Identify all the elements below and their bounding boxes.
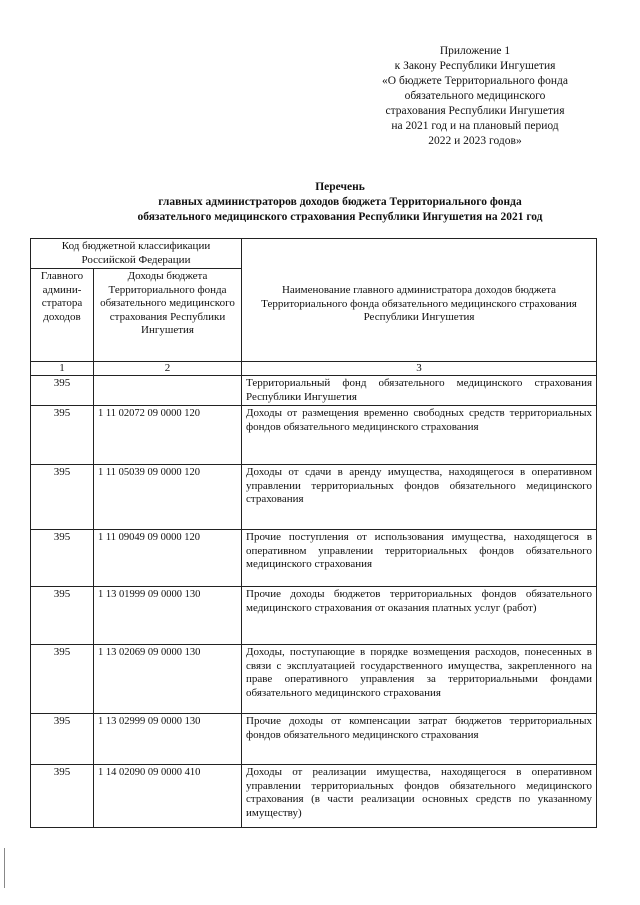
- revenue-code-cell: 1 14 02090 09 0000 410: [94, 765, 242, 828]
- administrator-name-cell: Прочие доходы бюджетов территориальных фондов обязательного медицинского страхования от оказания платных услуг (работ): [242, 587, 597, 645]
- table-row: [31, 587, 597, 645]
- admin-code-cell: 395: [31, 376, 94, 406]
- administrator-name-cell: Прочие доходы от компенсации затрат бюджетов территориальных фондов обязательного медицинского страхования: [242, 714, 597, 765]
- appendix-line: 2022 и 2023 годов»: [428, 135, 522, 147]
- title-line: обязательного медицинского страхования Республики Ингушетия на 2021 год: [137, 211, 543, 223]
- header-classification-code: Код бюджетной классификации Российской Федерации: [31, 239, 242, 269]
- admin-code-cell: 395: [31, 587, 94, 645]
- administrator-name-cell: Доходы от размещения временно свободных средств территориальных фондов обязательного медицинского страхования: [242, 406, 597, 465]
- table-row: [31, 714, 597, 765]
- table-row: [31, 376, 597, 406]
- document-title: [60, 180, 620, 225]
- column-number: 1: [31, 362, 94, 376]
- column-number: 2: [94, 362, 242, 376]
- header-administrator-name: Наименование главного администратора доходов бюджета Территориального фонда обязательного медицинского страхования Республики Ингушетия: [242, 239, 597, 362]
- administrator-name-cell: Доходы от сдачи в аренду имущества, находящегося в оперативном управлении территориальных фондов обязательного медицинского страхования: [242, 465, 597, 530]
- title-line: главных администраторов доходов бюджета Территориального фонда: [158, 196, 522, 208]
- revenue-code-cell: [94, 376, 242, 406]
- appendix-line: к Закону Республики Ингушетия: [394, 60, 556, 72]
- revenue-code-cell: 1 11 02072 09 0000 120: [94, 406, 242, 465]
- admin-code-cell: 395: [31, 645, 94, 714]
- revenue-code-cell: 1 13 02069 09 0000 130: [94, 645, 242, 714]
- table-row: [31, 765, 597, 828]
- appendix-line: «О бюджете Территориального фонда: [382, 75, 568, 87]
- administrator-name-cell: Территориальный фонд обязательного медицинского страхования Республики Ингушетия: [242, 376, 597, 406]
- scan-mark: [4, 848, 5, 888]
- revenue-code-cell: 1 13 01999 09 0000 130: [94, 587, 242, 645]
- admin-code-cell: 395: [31, 406, 94, 465]
- appendix-line: страхования Республики Ингушетия: [385, 105, 565, 117]
- revenue-code-cell: 1 11 05039 09 0000 120: [94, 465, 242, 530]
- table-row: [31, 645, 597, 714]
- admin-code-cell: 395: [31, 765, 94, 828]
- appendix-header: [350, 44, 600, 149]
- appendix-line: на 2021 год и на плановый период: [391, 120, 559, 132]
- appendix-line: Приложение 1: [439, 45, 511, 57]
- admin-code-cell: 395: [31, 465, 94, 530]
- header-revenue-code: Доходы бюджета Территориального фонда обязательного медицинского страхования Республики Ингушетия: [94, 269, 242, 362]
- admin-code-cell: 395: [31, 714, 94, 765]
- administrator-name-cell: Доходы от реализации имущества, находящегося в оперативном управлении территориальных фондов обязательного медицинского страхования (в части реализации основных средств по указанному имуществу): [242, 765, 597, 828]
- revenue-code-cell: 1 11 09049 09 0000 120: [94, 530, 242, 587]
- table-row: [31, 465, 597, 530]
- appendix-line: обязательного медицинского: [404, 90, 546, 102]
- admin-code-cell: 395: [31, 530, 94, 587]
- administrator-name-cell: Прочие поступления от использования имущества, находящегося в оперативном управлении территориальных фондов обязательного медицинского страхования: [242, 530, 597, 587]
- administrator-name-cell: Доходы, поступающие в порядке возмещения расходов, понесенных в связи с эксплуатацией государственного имущества, закрепленного на праве оперативного управления за территориальными фондами обязательного медицинского страхования: [242, 645, 597, 714]
- title-line: Перечень: [315, 181, 365, 193]
- header-main-administrator: Главного админи-стратора доходов: [31, 269, 94, 362]
- revenue-code-cell: 1 13 02999 09 0000 130: [94, 714, 242, 765]
- column-number: 3: [242, 362, 597, 376]
- table-row: [31, 530, 597, 587]
- revenue-administrators-table: [30, 238, 597, 828]
- table-header-row: [31, 239, 597, 269]
- table-row: [31, 406, 597, 465]
- column-number-row: [31, 362, 597, 376]
